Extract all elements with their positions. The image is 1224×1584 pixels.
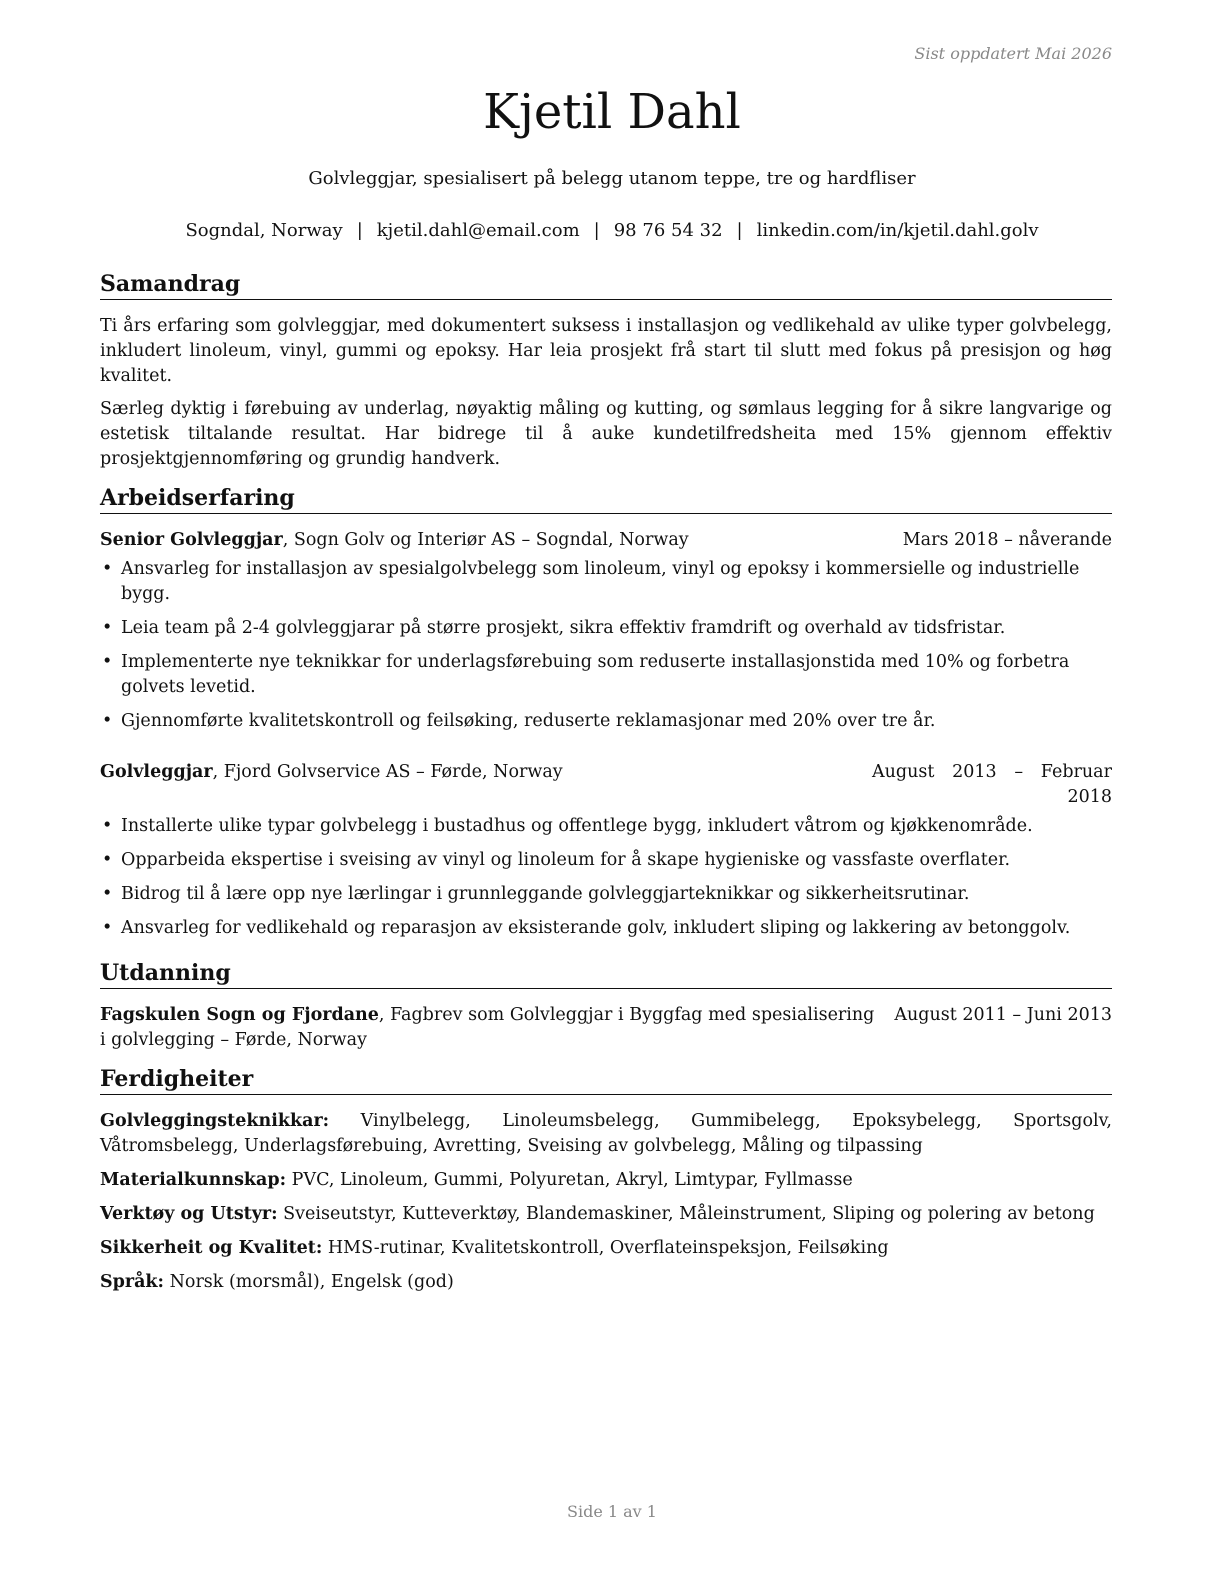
separator: | xyxy=(356,220,363,241)
skill-value: PVC, Linoleum, Gummi, Polyuretan, Akryl, Limtypar, Fyllmasse xyxy=(286,1170,853,1190)
bullet-item: • Bidrog til å lære opp nye lærlingar i grunnleggande golvleggjarteknikkar og sikkerheitsrutinar. xyxy=(100,882,1112,907)
skill-value: Norsk (morsmål), Engelsk (god) xyxy=(164,1272,454,1292)
contact-phone: 98 76 54 32 xyxy=(613,220,723,241)
bullet-item: • Ansvarleg for installasjon av spesialgolvbelegg som linoleum, vinyl og epoksy i kommersielle og industrielle bygg. xyxy=(100,557,1112,607)
education-program: , Fagbrev som Golvleggjar i Byggfag med spesialisering i golvlegging – Førde, Norway xyxy=(100,1005,875,1050)
separator: | xyxy=(593,220,600,241)
skill-label: Materialkunnskap: xyxy=(100,1170,287,1190)
resume-body xyxy=(100,270,1112,1304)
separator: | xyxy=(736,220,743,241)
contact-linkedin[interactable]: linkedin.com/in/kjetil.dahl.golv xyxy=(756,220,1039,241)
skill-label: Golvleggingsteknikkar: xyxy=(100,1111,330,1131)
skill-row xyxy=(100,1270,1112,1295)
bullet-item: • Implementerte nye teknikkar for underlagsførebuing som reduserte installasjonstida med 10% og forbetra golvets levetid. xyxy=(100,650,1112,700)
job-title-line xyxy=(100,528,903,553)
tagline: Golvleggjar, spesialisert på belegg utanom teppe, tre og hardfliser xyxy=(308,168,916,189)
job-dates: August 2013 – Februar 2018 xyxy=(872,762,1112,807)
contact-line xyxy=(0,220,1224,241)
job-company: , Fjord Golvservice AS – Førde, Norway xyxy=(212,762,563,782)
bullet-item: • Installerte ulike typar golvbelegg i bustadhus og offentlege bygg, inkludert våtrom og kjøkkenområde. xyxy=(100,814,1112,839)
section-title-skills: Ferdigheiter xyxy=(100,1065,1112,1095)
bullet-item: • Ansvarleg for vedlikehald og reparasjon av eksisterande golv, inkludert sliping og lakkering av betonggolv. xyxy=(100,916,1112,941)
job-role: Senior Golvleggjar xyxy=(100,530,283,550)
contact-email[interactable]: kjetil.dahl@email.com xyxy=(376,220,580,241)
summary-section xyxy=(100,270,1112,472)
section-title-summary: Samandrag xyxy=(100,270,1112,300)
contact-location: Sogndal, Norway xyxy=(185,220,343,241)
job-dates: Mars 2018 – nåverande xyxy=(902,530,1112,550)
skill-row xyxy=(100,1168,1112,1193)
job-bullets xyxy=(100,814,1112,941)
education-entry xyxy=(100,1003,1112,1053)
job-entry xyxy=(100,528,1112,734)
skill-label: Sikkerheit og Kvalitet: xyxy=(100,1238,323,1258)
skill-row xyxy=(100,1236,1112,1261)
job-header xyxy=(100,528,1112,553)
summary-paragraph: Særleg dyktig i førebuing av underlag, nøyaktig måling og kutting, og sømlaus legging for å sikre langvarige og estetisk tiltalande resultat. Har bidrege til å auke kundetilfredsheita med 15% gjennom effektiv prosjektgjennomføring og grundig handverk. xyxy=(100,399,1112,469)
skill-value: HMS-rutinar, Kvalitetskontroll, Overflateinspeksjon, Feilsøking xyxy=(322,1238,889,1258)
candidate-name: Kjetil Dahl xyxy=(483,84,741,140)
education-detail xyxy=(100,1003,894,1053)
job-role: Golvleggjar xyxy=(100,762,213,782)
skill-value: Sveiseutstyr, Kutteverktøy, Blandemaskiner, Måleinstrument, Sliping og polering av betong xyxy=(277,1204,1095,1224)
skill-label: Verktøy og Utstyr: xyxy=(100,1204,278,1224)
education-dates: August 2011 – Juni 2013 xyxy=(894,1005,1112,1025)
skill-value: Vinylbelegg, Linoleumsbelegg, Gummibelegg, Epoksybelegg, Sportsgolv, Våtromsbelegg, Underlagsførebuing, Avretting, Sveising av golvbelegg, Måling og tilpassing xyxy=(100,1111,1112,1156)
summary-paragraph: Ti års erfaring som golvleggjar, med dokumentert suksess i installasjon og vedlikehald av ulike typer golvbelegg, inkludert linoleum, vinyl, gummi og epoksy. Har leia prosjekt frå start til slutt med fokus på presisjon og høg kvalitet. xyxy=(100,316,1112,386)
skill-row xyxy=(100,1202,1112,1227)
education-section xyxy=(100,959,1112,1053)
job-entry xyxy=(100,760,1112,941)
section-title-experience: Arbeidserfaring xyxy=(100,484,1112,514)
section-title-education: Utdanning xyxy=(100,959,1112,989)
job-header xyxy=(100,760,1112,810)
job-company: , Sogn Golv og Interiør AS – Sogndal, Norway xyxy=(282,530,689,550)
skill-label: Språk: xyxy=(100,1272,165,1292)
experience-section xyxy=(100,484,1112,941)
bullet-item: • Leia team på 2-4 golvleggjarar på større prosjekt, sikra effektiv framdrift og overhald av tidsfristar. xyxy=(100,616,1112,641)
bullet-item: • Gjennomførte kvalitetskontroll og feilsøking, reduserte reklamasjonar med 20% over tre år. xyxy=(100,709,1112,734)
skill-row xyxy=(100,1109,1112,1159)
job-bullets xyxy=(100,557,1112,734)
education-school: Fagskulen Sogn og Fjordane xyxy=(100,1005,379,1025)
skills-section xyxy=(100,1065,1112,1295)
job-title-line xyxy=(100,760,872,785)
page-number: Side 1 av 1 xyxy=(567,1502,657,1521)
last-updated: Sist oppdatert Mai 2026 xyxy=(914,44,1112,63)
bullet-item: • Opparbeida ekspertise i sveising av vinyl og linoleum for å skape hygieniske og vassfaste overflater. xyxy=(100,848,1112,873)
